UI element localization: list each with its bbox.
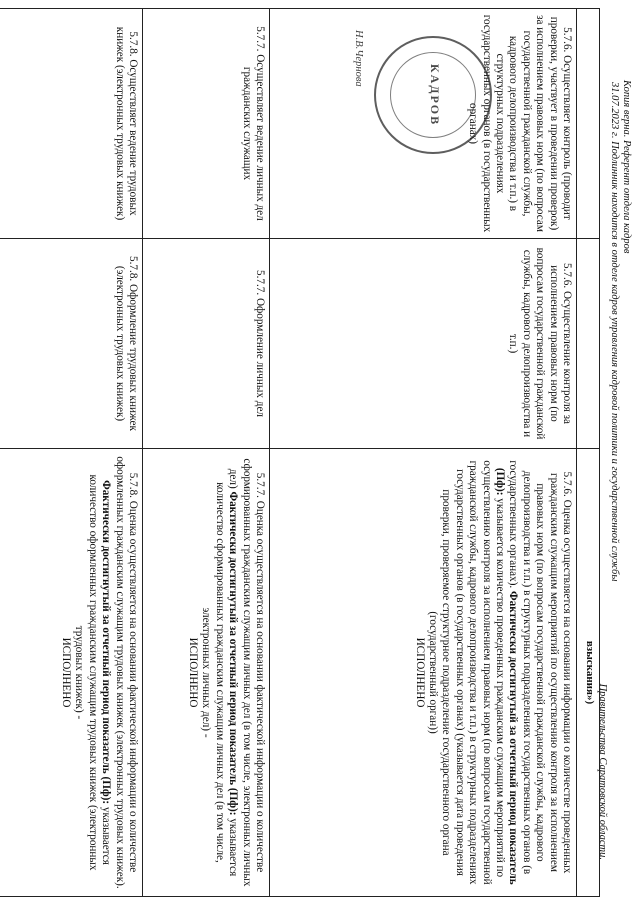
hr-department-stamp — [374, 36, 492, 154]
table-cell — [577, 239, 600, 449]
assessment-intro: 5.7.6. Оценка осуществляется на основании информации о количестве проведенных гражданским служащим мероприятий по осуществлению контроля за исполнением правовых норм (по вопросам государственной гражданской службы, кадрового делопроизводства и т.п.) в структурных подразделениях государственных органов (в государственных органах). — [507, 460, 573, 875]
status-text: ИСПОЛНЕНО — [59, 637, 72, 708]
result-text: 5.7.6. Осуществление контроля за исполнением правовых норм (по вопросам государственной гражданской службы, кадрового делопроизводства и т.п.) — [507, 247, 573, 440]
table-row-continuation — [577, 9, 600, 897]
signer-name: Н.В.Чернова — [353, 30, 364, 87]
indicator-label: Фактически достигнутый за отчетный период показатель (Пф): — [227, 491, 240, 816]
result-cell — [143, 239, 270, 449]
result-cell — [270, 239, 577, 449]
indicator-description: указывается количество сформированных гражданским служащим личных дел (в том числе, электронных личных дел) - — [200, 482, 240, 877]
table-cell — [577, 9, 600, 239]
assessment-cell — [143, 449, 270, 897]
indicator-label: Фактически достигнутый за отчетный период показатель (Пф): — [493, 467, 520, 885]
table-cell-continued-text: взыскания») — [577, 449, 600, 897]
table-row — [143, 9, 270, 897]
assessment-cell — [0, 449, 143, 897]
indicator-description: указывается количество проведенных гражданским служащим мероприятий по осуществлению контроля за исполнением правовых норм (по вопросам государственной гражданской службы, кадрового делопроизводства и т.п.) в структурных подразделениях государственных органов (в государственных органах) (указывается дата проведения проверки, проверяемое структурное подразделение государственного органа (государственный орган)) — [426, 460, 506, 885]
result-text: 5.7.8. Оформление трудовых книжек (электронных трудовых книжек) — [113, 256, 139, 431]
table-row — [0, 9, 143, 897]
certification-note — [596, 80, 632, 900]
duty-text: 5.7.6. Осуществляет контроль (проводит проверки, участвует в проведении проверок) за исполнением правовых норм (по вопросам государственной гражданской службы, кадрового делопроизводства и т.п.) в структурных подразделениях государственных органов (в государственных органах) — [467, 14, 573, 233]
indicator-label: Фактически достигнутый за отчетный период показатель (Пф): — [100, 480, 113, 805]
responsibilities-table — [0, 8, 600, 897]
status-text: ИСПОЛНЕНО — [186, 637, 199, 708]
result-text: 5.7.7. Оформление личных дел — [254, 269, 266, 417]
assessment-cell — [270, 449, 577, 897]
result-cell — [0, 239, 143, 449]
duty-cell — [0, 9, 143, 239]
certification-line-3: Правительства Саратовской области. — [597, 683, 608, 860]
duty-text: 5.7.7. Осуществляет ведение личных дел гражданских служащих — [240, 26, 266, 221]
status-text: ИСПОЛНЕНО — [413, 637, 426, 708]
certification-line-1: Копия верна. Референт отдела кадров — [621, 80, 632, 254]
assessment-intro: 5.7.8. Оценка осуществляется на основании фактической информации о количестве оформленных гражданским служащим трудовых книжек (электронных трудовых книжек). — [113, 456, 139, 889]
assessment-intro: 5.7.7. Оценка осуществляется на основании фактической информации о количестве сформированных гражданским служащим личных дел (в том числе, электронных личных дел) — [227, 458, 266, 887]
indicator-description: указывается количество оформленных гражданским служащим трудовых книжек (электронных трудовых книжек) - — [73, 474, 113, 871]
duty-text: 5.7.8. Осуществляет ведение трудовых книжек (электронных трудовых книжек) — [113, 26, 139, 221]
duty-cell — [143, 9, 270, 239]
certification-line-2: 31.07.2023 г. Подлинник находится в отделе кадров управления кадровой политики и государственной службы — [609, 82, 620, 582]
stamp-text: КАДРОВ — [428, 63, 442, 127]
